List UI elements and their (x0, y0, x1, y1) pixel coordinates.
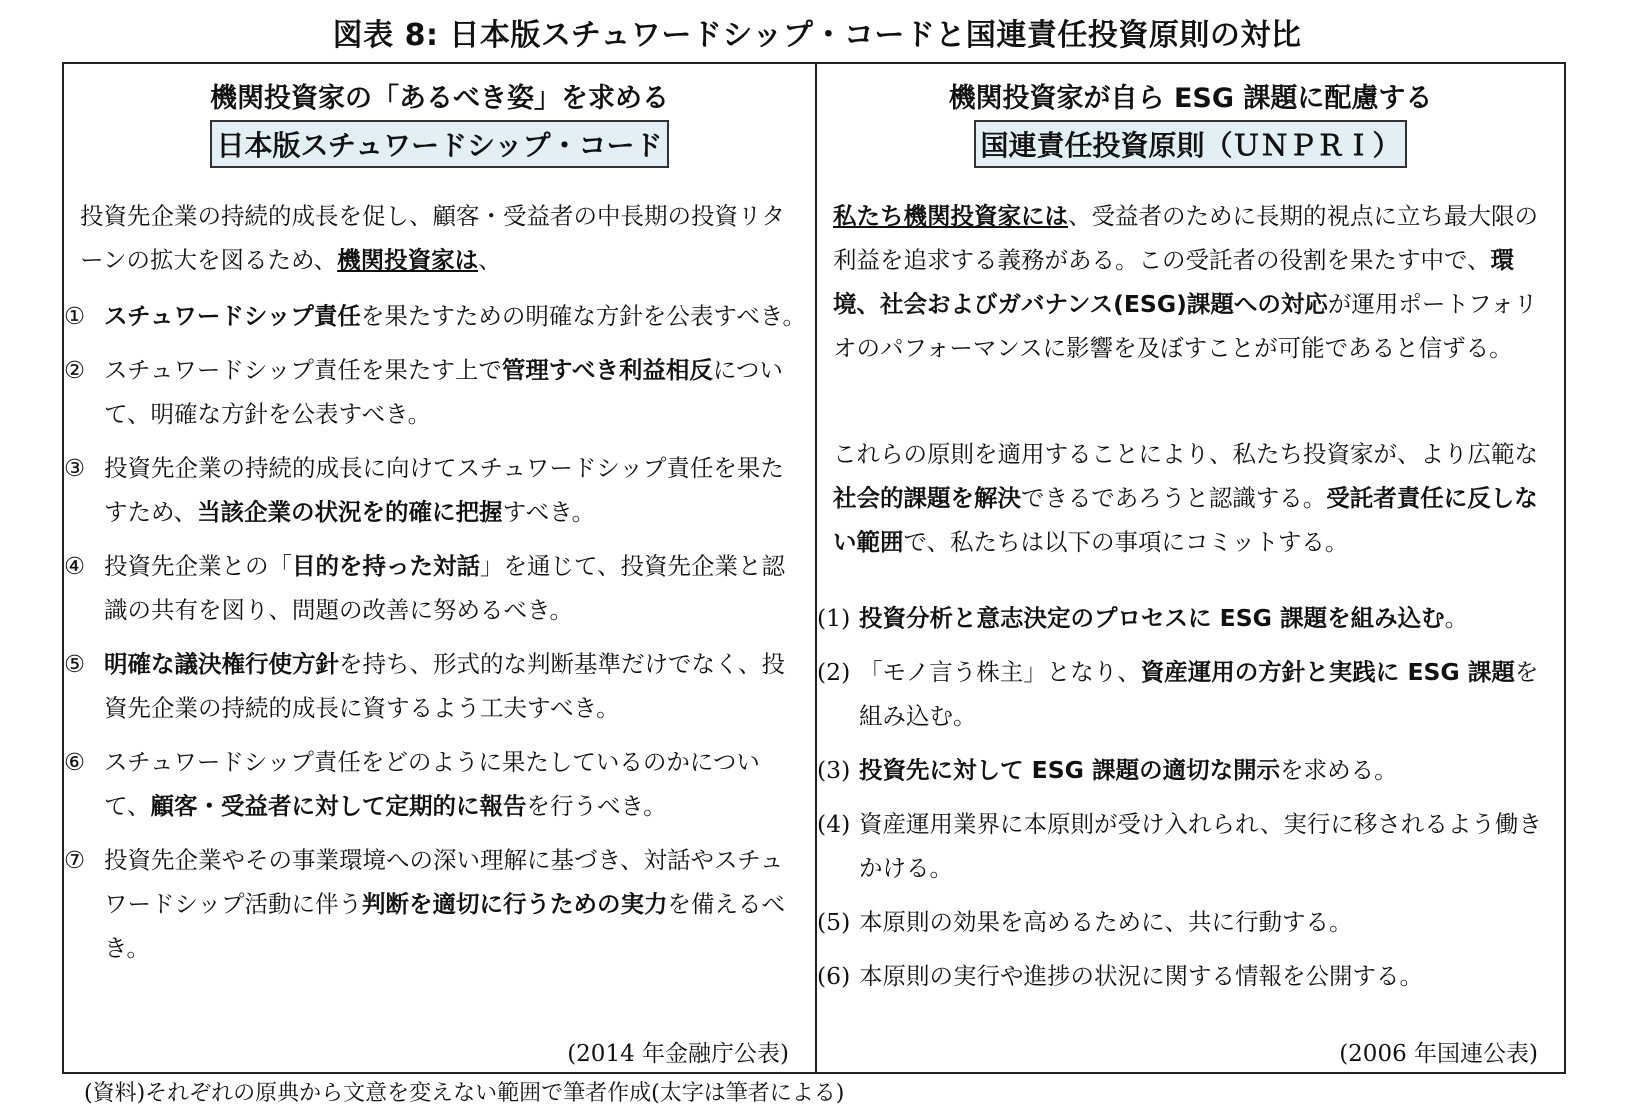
list-item (817, 650, 1552, 738)
right-p2-text: これらの原則を適用することにより、私たち投資家が、より広範な (833, 440, 1538, 468)
list-item (64, 544, 806, 632)
item-text: 投資先企業との「 (104, 552, 292, 580)
item-number: (3) (817, 756, 851, 784)
item-text-end: を組み込む。 (859, 658, 1539, 730)
item-number: ⑤ (64, 650, 86, 678)
list-item (817, 900, 1552, 944)
item-number: ③ (64, 454, 86, 482)
list-item (64, 446, 806, 534)
item-text-end: について、明確な方針を公表すべき。 (104, 356, 783, 428)
right-heading: 機関投資家が自ら ESG 課題に配慮する (948, 83, 1433, 114)
right-intro-text: 、受益者のために長期的視点に立ち最大限の利益を追求する義務がある。この受託者の役割を果たす中で、 (833, 202, 1538, 274)
item-text: 本原則の実行や進捗の状況に関する情報を公開する。 (859, 962, 1423, 990)
item-text-end: を求める。 (1280, 756, 1398, 784)
item-bold: 投資先に対して ESG 課題の適切な開示 (859, 756, 1281, 784)
item-number: (2) (817, 658, 851, 686)
item-text: スチュワードシップ責任を果たす上で (104, 356, 502, 384)
right-p2-text-3: で、私たちは以下の事項にコミットする。 (903, 528, 1349, 556)
item-bold: 当該企業の状況を的確に把握 (197, 498, 503, 526)
item-text-end: を果たすための明確な方針を公表すべき。 (360, 302, 806, 330)
left-intro-text: 投資先企業の持続的成長を促し、顧客・受益者の中長期の投資リターンの拡大を図るため、 (80, 202, 785, 274)
list-item (64, 740, 806, 828)
left-heading: 機関投資家の「あるべき姿」を求める (210, 83, 669, 114)
list-item (64, 642, 806, 730)
left-intro-bold: 機関投資家は (337, 246, 479, 274)
item-text-end: 。 (1444, 604, 1469, 632)
item-number: (6) (817, 962, 851, 990)
item-number: (5) (817, 908, 851, 936)
list-item (817, 954, 1552, 998)
item-text-end: 」を通じて、投資先企業と認識の共有を図り、問題の改善に努めるべき。 (104, 552, 786, 624)
right-p2-bold-2: 受託者責任に反しない範囲 (833, 484, 1538, 556)
item-number: ④ (64, 552, 86, 580)
left-principles-list (64, 294, 806, 980)
list-item (817, 596, 1552, 640)
left-intro-end: 、 (478, 246, 502, 274)
right-intro-paragraph-1 (833, 194, 1548, 370)
left-intro (80, 194, 805, 282)
list-item (817, 802, 1552, 890)
item-text-end: すべき。 (502, 498, 596, 526)
right-intro-text-2: が運用ポートフォリオのパフォーマンスに影響を及ぼすことが可能であると信ずる。 (833, 290, 1538, 362)
item-text-end: を備えるべき。 (104, 890, 786, 962)
item-text-end: を行うべき。 (526, 792, 667, 820)
item-number: (4) (817, 810, 851, 838)
list-item (64, 294, 806, 338)
right-intro-bold: 私たち機関投資家には (833, 202, 1068, 230)
item-text: 資産運用業界に本原則が受け入れられ、実行に移されるよう働きかける。 (859, 810, 1542, 882)
right-intro-paragraph-2 (833, 432, 1548, 564)
item-number: ① (64, 302, 86, 330)
item-bold: 顧客・受益者に対して定期的に報告 (150, 792, 527, 820)
item-number: (1) (817, 604, 851, 632)
left-boxed-title: 日本版スチュワードシップ・コード (210, 120, 668, 168)
item-bold: 資産運用の方針と実践に ESG 課題 (1140, 658, 1515, 686)
item-number: ⑦ (64, 846, 86, 874)
item-text: 投資先企業やその事業環境への深い理解に基づき、対話やスチュワードシップ活動に伴う (104, 846, 784, 918)
list-item (817, 748, 1552, 792)
item-text-end: を持ち、形式的な判断基準だけでなく、投資先企業の持続的成長に資するよう工夫すべき。 (104, 650, 786, 722)
right-column (817, 62, 1564, 1074)
item-text: 投資先企業の持続的成長に向けてスチュワードシップ責任を果たすため、 (104, 454, 784, 526)
item-bold: 明確な議決権行使方針 (104, 650, 339, 678)
item-bold: 目的を持った対話 (292, 552, 480, 580)
item-text: 「モノ言う株主」となり、 (859, 658, 1141, 686)
item-bold: 判断を適切に行うための実力 (362, 890, 668, 918)
left-source: (2014 年金融庁公表) (567, 1041, 789, 1067)
item-text: スチュワードシップ責任をどのように果たしているのかについて、 (104, 748, 760, 820)
figure-title: 図表 8: 日本版スチュワードシップ・コードと国連責任投資原則の対比 (332, 18, 1302, 53)
right-principles-list (817, 596, 1552, 1008)
source-note: (資料)それぞれの原典から文意を変えない範囲で筆者作成(太字は筆者による) (84, 1081, 845, 1106)
right-p2-text-2: できるであろうと認識する。 (1021, 484, 1327, 512)
left-column (64, 62, 815, 1074)
item-text: 本原則の効果を高めるために、共に行動する。 (859, 908, 1353, 936)
item-bold: 管理すべき利益相反 (501, 356, 713, 384)
list-item (64, 348, 806, 436)
right-boxed-title: 国連責任投資原則（ＵＮＰＲＩ） (974, 120, 1406, 168)
list-item (64, 838, 806, 970)
right-intro-bold-2: 環境、社会およびガバナンス(ESG)課題への対応 (833, 246, 1515, 318)
right-source: (2006 年国連公表) (1339, 1041, 1538, 1067)
item-bold: 投資分析と意志決定のプロセスに ESG 課題を組み込む (859, 604, 1445, 632)
right-p2-bold: 社会的課題を解決 (833, 484, 1021, 512)
item-number: ⑥ (64, 748, 86, 776)
item-bold: スチュワードシップ責任 (104, 302, 361, 330)
item-number: ② (64, 356, 86, 384)
